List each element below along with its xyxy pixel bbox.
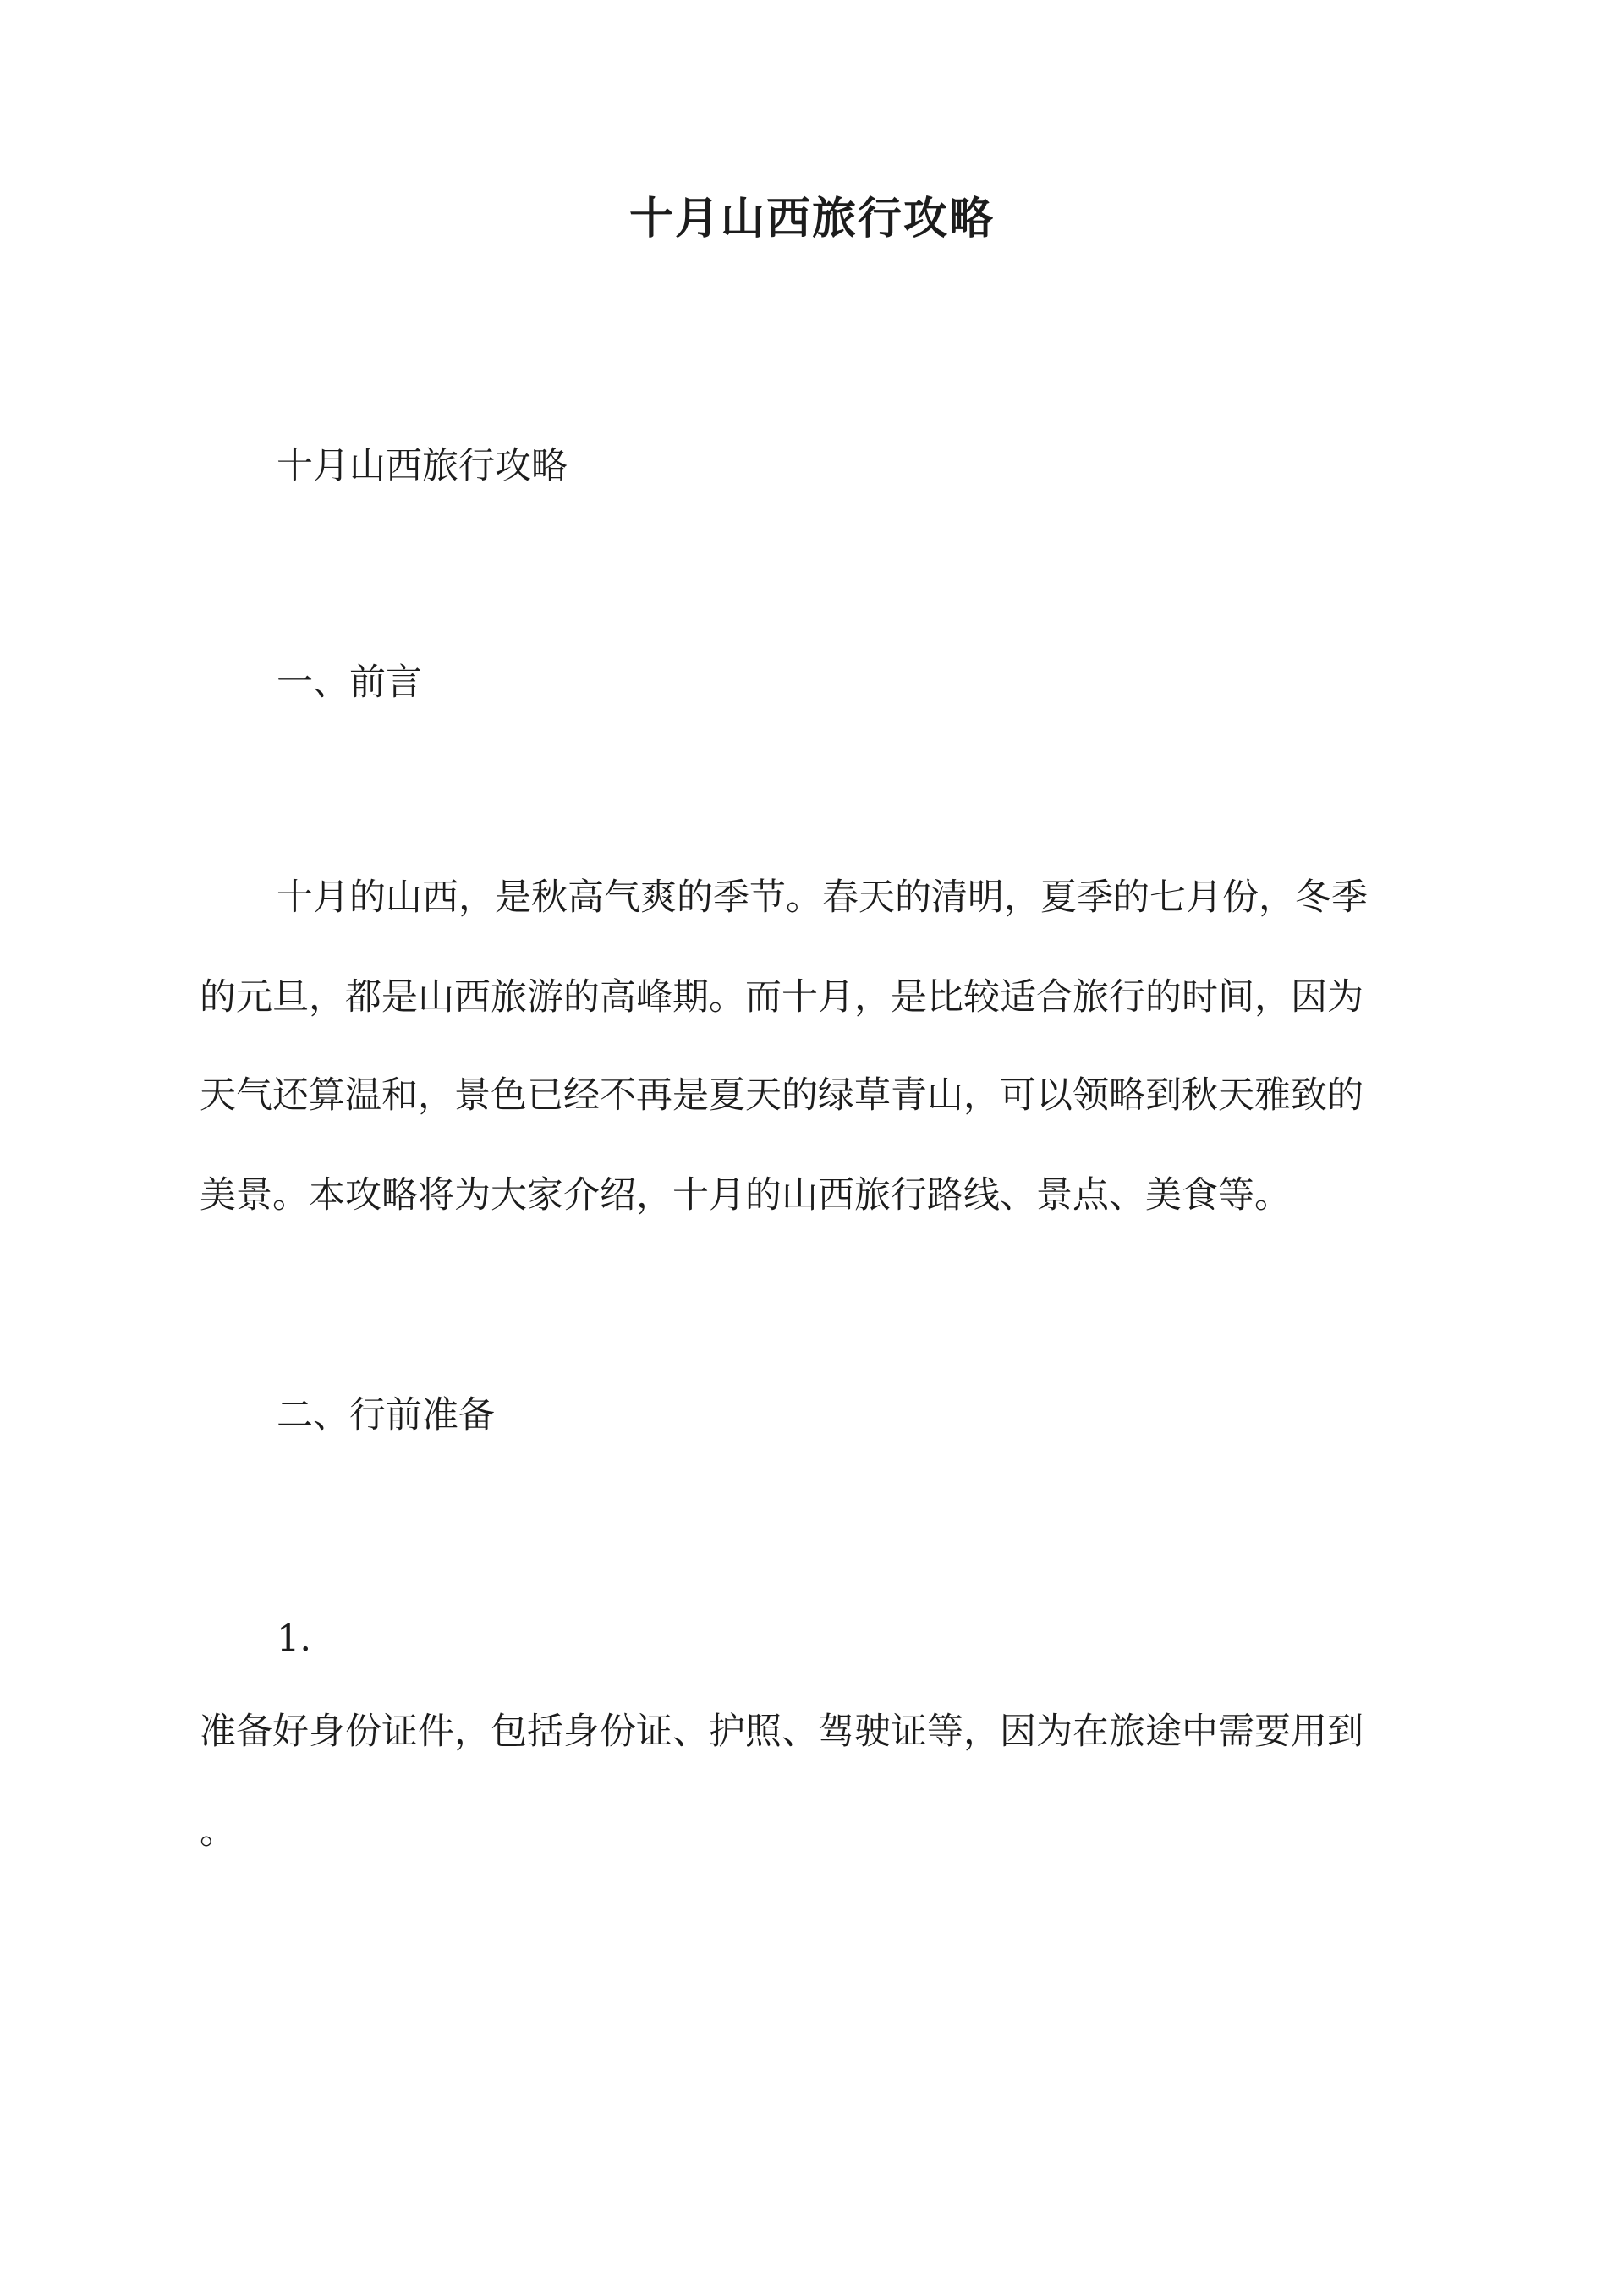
list-item-text: 准备好身份证件，包括身份证、护照、驾驶证等，因为在旅途中需要用到 bbox=[200, 1711, 1363, 1753]
paragraph-line: 的元旦，都是山西旅游的高峰期。而十月，是比较适合旅行的时间，因为 bbox=[200, 976, 1363, 1019]
document-title: 十月山西旅行攻略 bbox=[628, 193, 995, 244]
paragraph-line: 美景。本攻略将为大家介绍，十月的山西旅行路线、景点、美食等。 bbox=[200, 1174, 1291, 1217]
list-item-text: 。 bbox=[200, 1810, 236, 1853]
document-subtitle: 十月山西旅行攻略 bbox=[277, 445, 568, 487]
paragraph-line: 十月的山西，是秋高气爽的季节。春天的清明，夏季的七月份，冬季 bbox=[277, 876, 1368, 919]
paragraph-line: 天气还算温和，景色已经不再是夏天的绿草青山，可以领略到秋天雅致的 bbox=[200, 1074, 1363, 1117]
section-heading-preface: 一、前言 bbox=[277, 662, 422, 704]
list-item-number: 1. bbox=[277, 1618, 312, 1660]
section-heading-preparation: 二、行前准备 bbox=[277, 1394, 495, 1436]
